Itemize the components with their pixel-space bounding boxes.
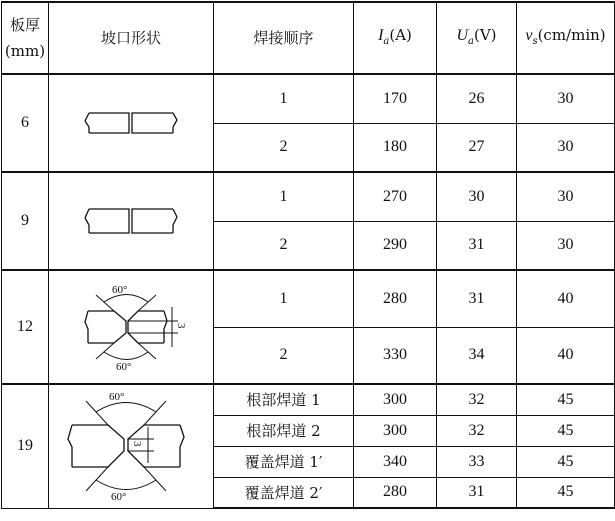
speed-cell: 45 xyxy=(517,415,615,446)
voltage-subscript: a xyxy=(468,35,474,47)
header-speed xyxy=(517,2,615,74)
double-v-groove-icon xyxy=(56,387,206,505)
thickness-cell: 9 xyxy=(2,172,49,270)
speed-cell: 45 xyxy=(517,384,615,415)
header-thickness-label: 板厚 xyxy=(9,16,40,34)
voltage-symbol: U xyxy=(456,26,469,44)
current-cell: 280 xyxy=(354,477,437,508)
current-cell: 280 xyxy=(354,270,437,327)
sequence-cell: 覆盖焊道 2′ xyxy=(214,477,354,508)
current-cell: 300 xyxy=(354,384,437,415)
header-sequence: 焊接顺序 xyxy=(214,2,354,74)
voltage-cell: 34 xyxy=(437,327,517,384)
header-shape: 坡口形状 xyxy=(49,2,214,74)
sequence-cell: 覆盖焊道 1′ xyxy=(214,446,354,477)
top-angle-label: 60° xyxy=(112,284,128,296)
shape-cell xyxy=(49,270,214,384)
root-face-label: 3 xyxy=(175,323,187,329)
thickness-cell: 19 xyxy=(2,384,49,508)
voltage-cell: 32 xyxy=(437,415,517,446)
voltage-cell: 27 xyxy=(437,123,517,172)
speed-cell: 30 xyxy=(517,74,615,123)
voltage-cell: 31 xyxy=(437,221,517,270)
speed-symbol: v xyxy=(525,26,533,44)
table-row xyxy=(2,384,615,415)
current-symbol: I xyxy=(378,26,384,44)
speed-cell: 40 xyxy=(517,327,615,384)
current-subscript: a xyxy=(383,35,390,47)
header-voltage xyxy=(437,2,517,74)
current-cell: 290 xyxy=(354,221,437,270)
current-unit: (A) xyxy=(389,25,412,44)
speed-cell: 40 xyxy=(517,270,615,327)
speed-cell: 45 xyxy=(517,446,615,477)
speed-subscript: s xyxy=(532,35,538,47)
sequence-cell: 2 xyxy=(214,123,354,172)
sequence-cell: 2 xyxy=(214,327,354,384)
current-cell: 180 xyxy=(354,123,437,172)
voltage-cell: 31 xyxy=(437,477,517,508)
sequence-cell: 1 xyxy=(214,270,354,327)
voltage-cell: 33 xyxy=(437,446,517,477)
sequence-cell: 1 xyxy=(214,172,354,221)
speed-cell: 30 xyxy=(517,123,615,172)
table-row xyxy=(2,74,615,123)
shape-cell xyxy=(49,74,214,172)
voltage-cell: 32 xyxy=(437,384,517,415)
voltage-cell: 31 xyxy=(437,270,517,327)
current-cell: 270 xyxy=(354,172,437,221)
shape-cell xyxy=(49,384,214,508)
thickness-cell: 6 xyxy=(2,74,49,172)
current-cell: 170 xyxy=(354,74,437,123)
current-cell: 330 xyxy=(354,327,437,384)
header-thickness-unit: (mm) xyxy=(4,42,46,60)
header-thickness xyxy=(2,2,49,74)
header-row xyxy=(2,2,615,74)
speed-cell: 30 xyxy=(517,172,615,221)
double-v-groove-icon xyxy=(66,277,196,377)
speed-unit: (cm/min) xyxy=(537,25,606,44)
welding-parameters-table xyxy=(1,1,615,509)
voltage-cell: 26 xyxy=(437,74,517,123)
shape-cell xyxy=(49,172,214,270)
square-groove-icon xyxy=(71,103,191,143)
current-cell: 340 xyxy=(354,446,437,477)
speed-cell: 45 xyxy=(517,477,615,508)
square-groove-icon xyxy=(71,201,191,241)
speed-cell: 30 xyxy=(517,221,615,270)
table-row xyxy=(2,172,615,221)
bottom-angle-label: 60° xyxy=(116,361,132,373)
sequence-cell: 1 xyxy=(214,74,354,123)
current-cell: 300 xyxy=(354,415,437,446)
voltage-cell: 30 xyxy=(437,172,517,221)
sequence-cell: 根部焊道 1 xyxy=(214,384,354,415)
sequence-cell: 根部焊道 2 xyxy=(214,415,354,446)
sequence-cell: 2 xyxy=(214,221,354,270)
thickness-cell: 12 xyxy=(2,270,49,384)
voltage-unit: (V) xyxy=(473,25,497,44)
bottom-angle-label: 60° xyxy=(111,491,127,504)
root-face-label: 3 xyxy=(131,441,143,447)
table-row xyxy=(2,270,615,327)
top-angle-label: 60° xyxy=(109,391,125,404)
header-current xyxy=(354,2,437,74)
